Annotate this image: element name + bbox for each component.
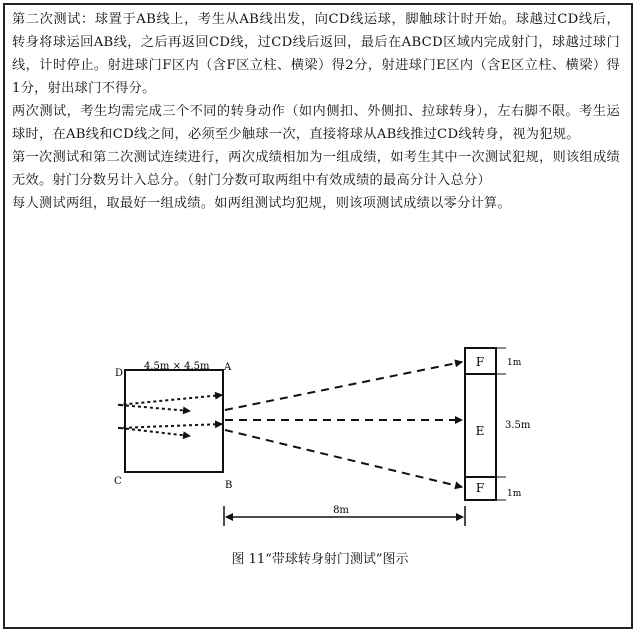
corner-c-label: C bbox=[114, 476, 122, 487]
corner-a-label: A bbox=[224, 362, 232, 373]
corner-b-label: B bbox=[225, 480, 233, 491]
dim-bottom-label: 1m bbox=[507, 489, 522, 499]
distance-label: 8m bbox=[333, 505, 349, 516]
test-diagram bbox=[0, 340, 640, 540]
test-area-square bbox=[125, 370, 223, 472]
dribble-path-top bbox=[118, 395, 222, 405]
goal-zone-f-top: F bbox=[475, 355, 485, 369]
corner-d-label: D bbox=[115, 368, 124, 379]
dribble-path-bottom bbox=[120, 428, 190, 436]
figure-caption: 图 11“带球转身射门测试”图示 bbox=[231, 552, 409, 567]
goal-zone-e: E bbox=[475, 424, 485, 438]
area-size-label: 4.5m × 4.5m bbox=[144, 361, 210, 372]
dim-mid-label: 3.5m bbox=[505, 420, 531, 431]
shot-path-bottom bbox=[225, 430, 462, 487]
paragraph-scoring: 第一次测试和第二次测试连续进行，两次成绩相加为一组成绩，如考生其中一次测试犯规，则该组成绩无效。射门分数另计入总分。（射门分数可取两组中有效成绩的最高分计入总分） bbox=[12, 150, 620, 188]
dim-top-label: 1m bbox=[507, 358, 522, 368]
paragraph-second-test: 第二次测试：球置于AB线上，考生从AB线出发，向CD线运球，脚触球计时开始。球越过CD线后，转身将球运回AB线，之后再返回CD线，过CD线后返回，最后在ABCD区域内完成射门，球越过球门线，计时停止。射进球门F区内（含F区立柱、横梁）得2分，射进球门E区内（含E区立柱、横梁）得1分，射出球门不得分。 bbox=[12, 12, 620, 96]
paragraph-groups: 每人测试两组，取最好一组成绩。如两组测试均犯规，则该项测试成绩以零分计算。 bbox=[12, 196, 512, 211]
dribble-path-upper bbox=[120, 405, 190, 411]
dribble-path-lower bbox=[118, 424, 222, 428]
shot-path-top bbox=[225, 362, 462, 410]
goal-zone-f-bottom: F bbox=[475, 481, 485, 495]
paragraph-turn-rules: 两次测试，考生均需完成三个不同的转身动作（如内侧扣、外侧扣、拉球转身），左右脚不限。考生运球时，在AB线和CD线之间，必须至少触球一次，直接将球从AB线推过CD线转身，视为犯规。 bbox=[12, 104, 620, 142]
rules-text bbox=[12, 8, 620, 215]
